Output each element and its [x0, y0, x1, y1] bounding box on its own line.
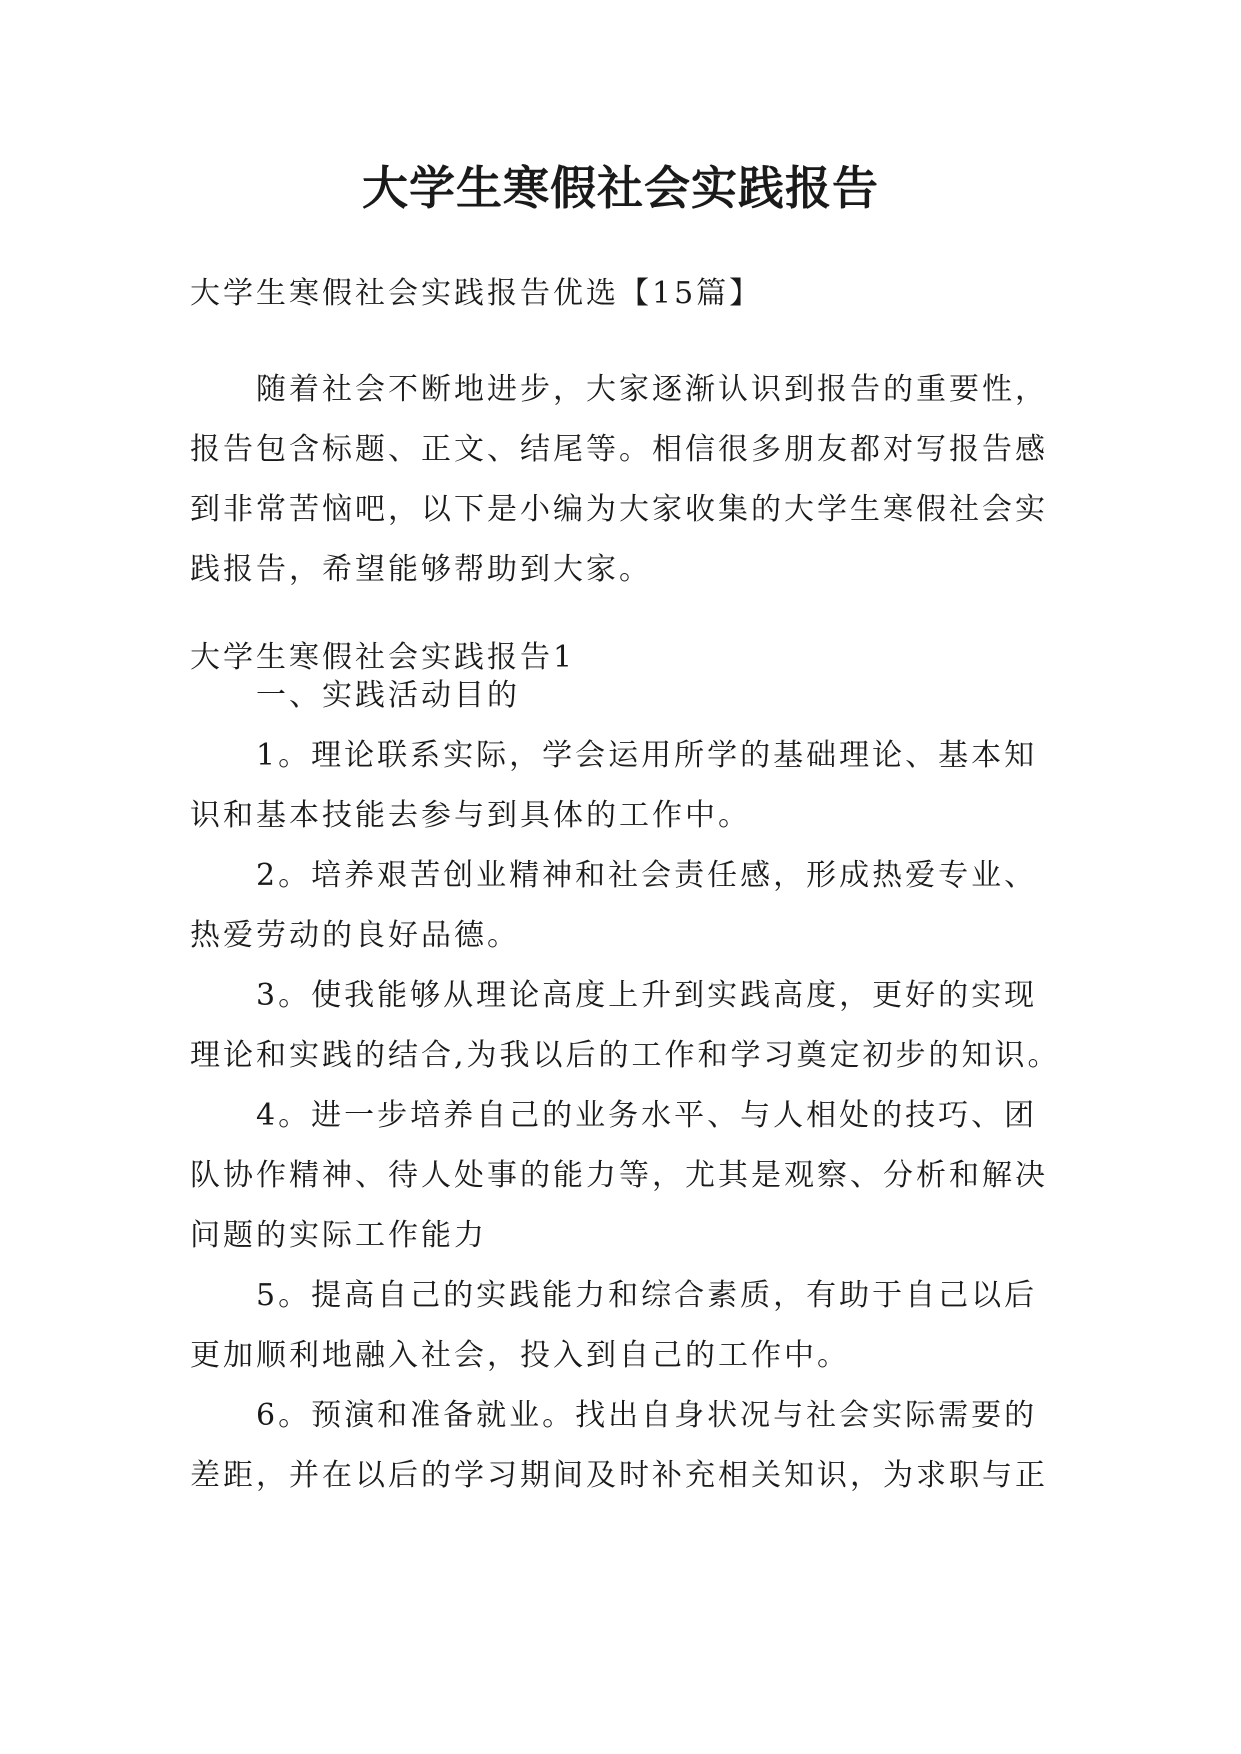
section-line: 差距，并在以后的学习期间及时补充相关知识，为求职与正: [190, 1458, 1048, 1493]
document-subtitle: 大学生寒假社会实践报告优选【15篇】: [190, 276, 763, 311]
intro-line: 践报告，希望能够帮助到大家。: [190, 552, 652, 587]
section-line: 识和基本技能去参与到具体的工作中。: [190, 798, 751, 833]
intro-line: 报告包含标题、正文、结尾等。相信很多朋友都对写报告感: [190, 432, 1048, 467]
intro-line: 随着社会不断地进步，大家逐渐认识到报告的重要性，: [256, 372, 1048, 407]
section-line: 4。进一步培养自己的业务水平、与人相处的技巧、团: [256, 1098, 1038, 1133]
section-line: 队协作精神、待人处事的能力等，尤其是观察、分析和解决: [190, 1158, 1048, 1193]
document-title: 大学生寒假社会实践报告: [362, 161, 879, 215]
section-body: [190, 666, 1070, 1506]
section-heading: 大学生寒假社会实践报告1: [190, 640, 576, 675]
section-line: 理论和实践的结合,为我以后的工作和学习奠定初步的知识。: [190, 1038, 1061, 1073]
intro-paragraph: [190, 360, 1070, 600]
section-line: 2。培养艰苦创业精神和社会责任感，形成热爱专业、: [256, 858, 1038, 893]
section-line: 更加顺利地融入社会，投入到自己的工作中。: [190, 1338, 850, 1373]
intro-line: 到非常苦恼吧，以下是小编为大家收集的大学生寒假社会实: [190, 492, 1048, 527]
section-line: 5。提高自己的实践能力和综合素质，有助于自己以后: [256, 1278, 1038, 1313]
section-line: 问题的实际工作能力: [190, 1218, 487, 1253]
section-line: 一、实践活动目的: [256, 678, 520, 713]
section-line: 6。预演和准备就业。找出自身状况与社会实际需要的: [256, 1398, 1038, 1433]
section-line: 热爱劳动的良好品德。: [190, 918, 520, 953]
section-line: 3。使我能够从理论高度上升到实践高度，更好的实现: [256, 978, 1038, 1013]
section-line: 1。理论联系实际，学会运用所学的基础理论、基本知: [256, 738, 1038, 773]
